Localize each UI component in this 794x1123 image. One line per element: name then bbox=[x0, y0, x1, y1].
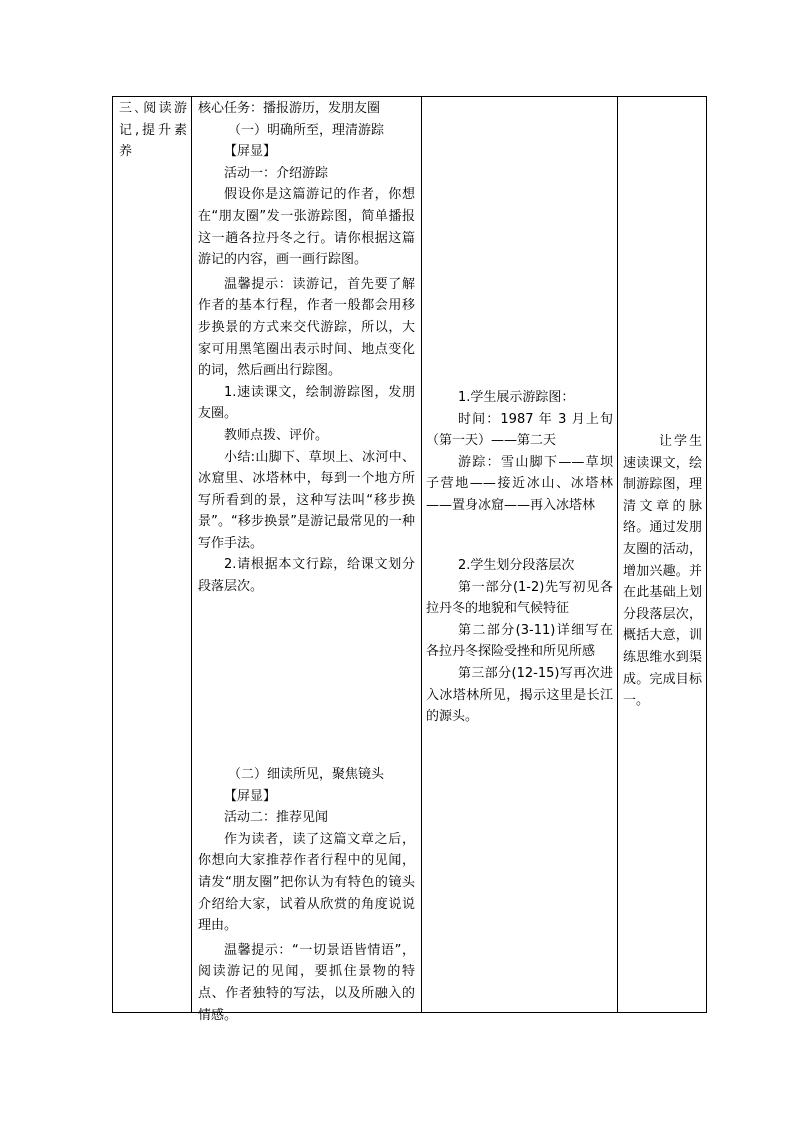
design-intent-cell bbox=[618, 97, 707, 1013]
student-step-1-title: 1.学生展示游踪图： bbox=[458, 390, 575, 405]
summary: 小结:山脚下、草坝上、冰河中、冰窟里、冰塔林中，每到一个地方所写所看到的景，这种写法叫“移步换景”。“移步换景”是游记最常见的一种写作手法。 bbox=[198, 449, 415, 551]
section-cell bbox=[113, 97, 192, 1013]
screen-label-2: 【屏显】 bbox=[224, 788, 277, 804]
step-2: 2.请根据本文行踪，给课文划分段落层次。 bbox=[198, 557, 415, 595]
student-route: 游踪：雪山脚下——草坝子营地——接近冰山、冰塔林——置身冰窟——再入冰塔林 bbox=[426, 454, 613, 513]
subsection-title-2: （二）细读所见，聚焦镜头 bbox=[228, 767, 385, 782]
core-task: 核心任务：播报游历，发朋友圈 bbox=[198, 101, 381, 116]
student-part-2: 第二部分(3-11)详细写在各拉丹冬探险受挫和所见所感 bbox=[426, 622, 613, 660]
section-title: 三､阅读游记,提升素养 bbox=[119, 101, 187, 160]
activity-2-title: 活动二：推荐见闻 bbox=[224, 810, 329, 826]
activity-1-title: 活动一：介绍游踪 bbox=[224, 165, 329, 181]
teacher-comment: 教师点拨、评价。 bbox=[224, 427, 329, 443]
tip-1: 温馨提示：读游记，首先要了解作者的基本行程，作者一般都会用移步换景的方式来交代游踪，所以，大家可用黑笔圈出表示时间、地点变化的词，然后画出行踪图。 bbox=[198, 276, 415, 379]
step-1: 1.速读课文，绘制游踪图，发朋友圈。 bbox=[198, 384, 415, 422]
subsection-title-1: （一）明确所至，理清游踪 bbox=[228, 122, 385, 138]
teacher-activity-cell bbox=[192, 97, 422, 1023]
student-activity-cell bbox=[422, 97, 618, 1013]
student-step-2-title: 2.学生划分段落层次 bbox=[458, 558, 575, 573]
student-time: 时间：1987 年 3 月上旬（第一天）——第二天 bbox=[426, 411, 613, 449]
table-row bbox=[113, 97, 707, 1013]
student-part-3: 第三部分(12-15)写再次进入冰塔林所见，揭示这里是长江的源头。 bbox=[426, 665, 613, 725]
screen-label-1: 【屏显】 bbox=[224, 144, 277, 160]
tip-2: 温馨提示：“一切景语皆情语”，阅读游记的见闻，要抓住景物的特点、作者独特的写法，以及所融入的情感。 bbox=[198, 942, 415, 1023]
lesson-plan-table bbox=[112, 96, 707, 1023]
activity-1-text: 假设你是这篇游记的作者，你想在“朋友圈”发一张游踪图，简单播报这一趟各拉丹冬之行。请你根据这篇游记的内容，画一画行踪图。 bbox=[198, 187, 415, 268]
design-intent: 让学生速读课文，绘制游踪图，理清文章的脉络。通过发朋友圈的活动，增加兴趣。并在此基础上划分段落层次，概括大意，训练思维水到渠成。完成目标一。 bbox=[623, 434, 702, 709]
student-part-1: 第一部分(1-2)先写初见各拉丹冬的地貌和气候特征 bbox=[426, 579, 613, 617]
activity-2-text: 作为读者，读了这篇文章之后，你想向大家推荐作者行程中的见闻，请发“朋友圈”把你认为有特色的镜头介绍给大家，试着从欣赏的角度说说理由。 bbox=[198, 831, 415, 934]
